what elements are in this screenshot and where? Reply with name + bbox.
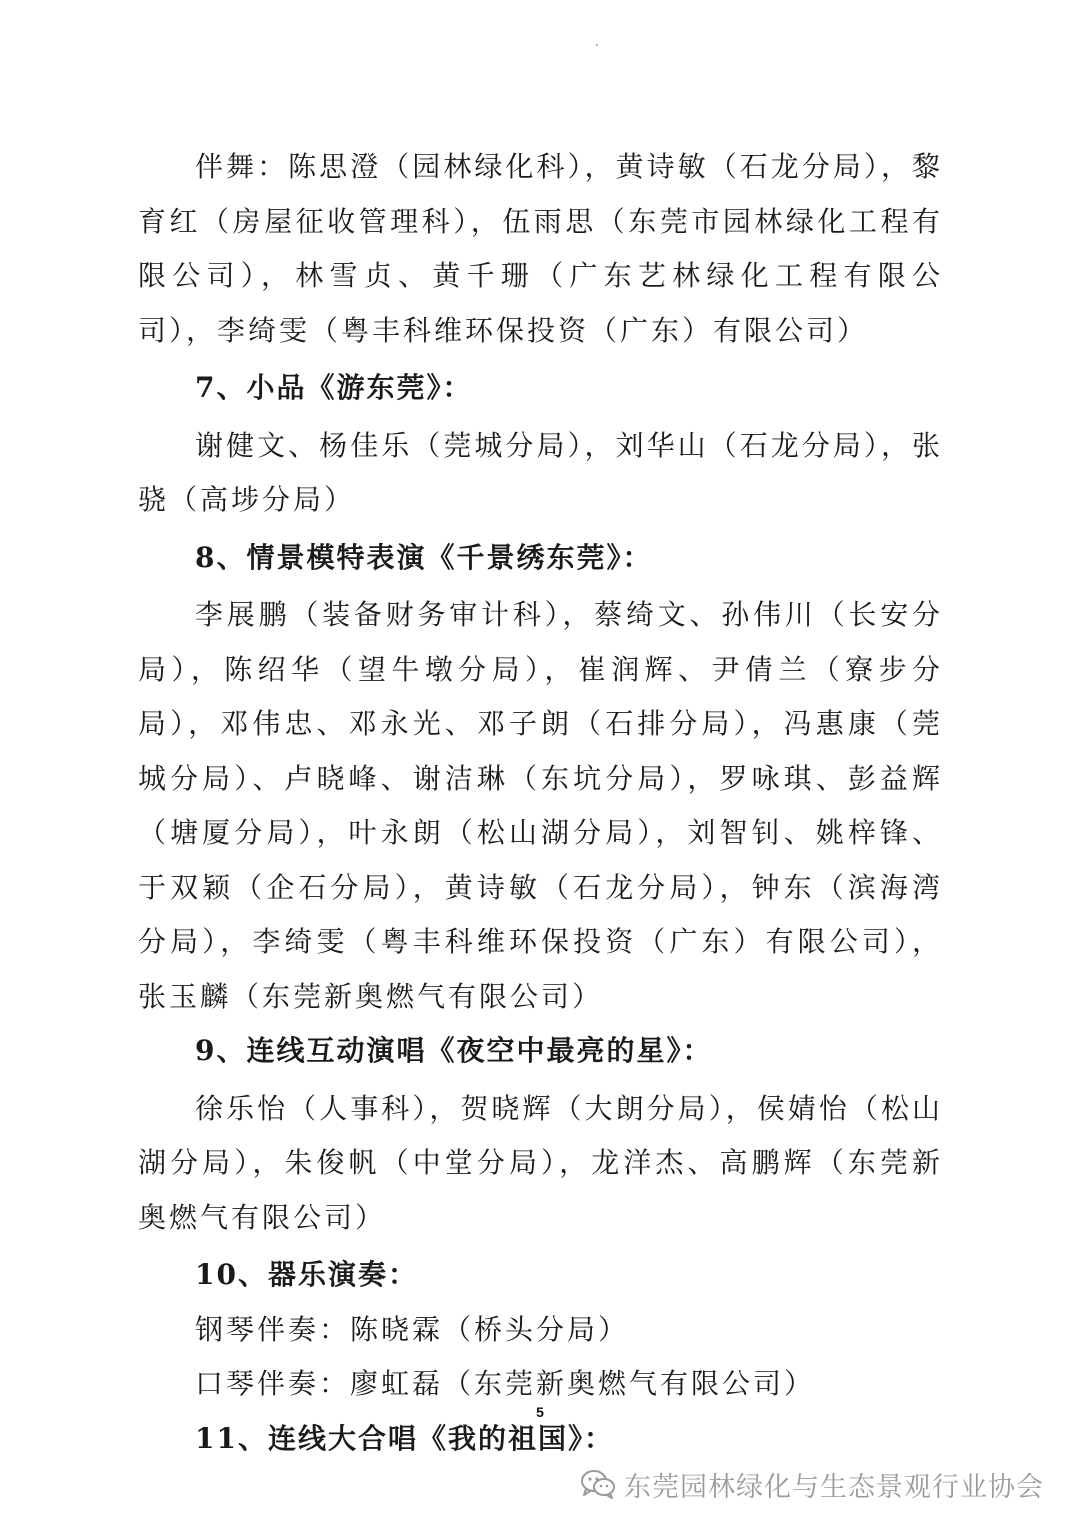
paragraph-piano: 钢琴伴奏：陈晓霖（桥头分局） xyxy=(195,1312,630,1346)
page-number: 5 xyxy=(536,1404,544,1420)
heading-item-11: 11、连线大合唱《我的祖国》： xyxy=(195,1421,614,1455)
paragraph-item-7-cast: 谢健文、杨佳乐（莞城分局），刘华山（石龙分局），张骁（高埗分局） xyxy=(138,428,943,516)
document-body xyxy=(138,140,943,1466)
heading-item-9: 9、连线互动演唱《夜空中最亮的星》： xyxy=(195,1034,713,1067)
wechat-icon xyxy=(580,1469,616,1499)
heading-item-7: 7、小品《游东莞》： xyxy=(195,371,473,404)
scan-speck xyxy=(596,44,598,46)
watermark-text: 东莞园林绿化与生态景观行业协会 xyxy=(624,1471,1044,1503)
paragraph-dancers: 伴舞：陈思澄（园林绿化科），黄诗敏（石龙分局），黎育红（房屋征收管理科），伍雨思（东莞市园林绿化工程有限公司），林雪贞、黄千珊（广东艺林绿化工程有限公司），李绮雯（粤丰科维环保投资（广东）有限公司） xyxy=(138,150,943,347)
paragraph-item-9-cast: 徐乐怡（人事科），贺晓辉（大朗分局），侯婧怡（松山湖分局），朱俊帆（中堂分局），龙洋杰、高鹏辉（东莞新奥燃气有限公司） xyxy=(138,1091,943,1234)
heading-item-10: 10、器乐演奏： xyxy=(195,1258,418,1291)
paragraph-item-8-cast: 李展鹏（装备财务审计科），蔡绮文、孙伟川（长安分局），陈绍华（望牛墩分局），崔润辉、尹倩兰（寮步分局），邓伟忠、邓永光、邓子朗（石排分局），冯惠康（莞城分局）、卢晓峰、谢洁琳（东坑分局），罗咏琪、彭益辉（塘厦分局），叶永朗（松山湖分局），刘智钊、姚梓锋、于双颖（企石分局），黄诗敏（石龙分局），钟东（滨海湾分局），李绮雯（粤丰科维环保投资（广东）有限公司），张玉麟（东莞新奥燃气有限公司） xyxy=(138,598,943,1013)
paragraph-harmonica: 口琴伴奏：廖虹磊（东莞新奥燃气有限公司） xyxy=(195,1367,816,1400)
wechat-watermark xyxy=(580,1464,1044,1504)
heading-item-8: 8、情景模特表演《千景绣东莞》： xyxy=(195,540,653,574)
